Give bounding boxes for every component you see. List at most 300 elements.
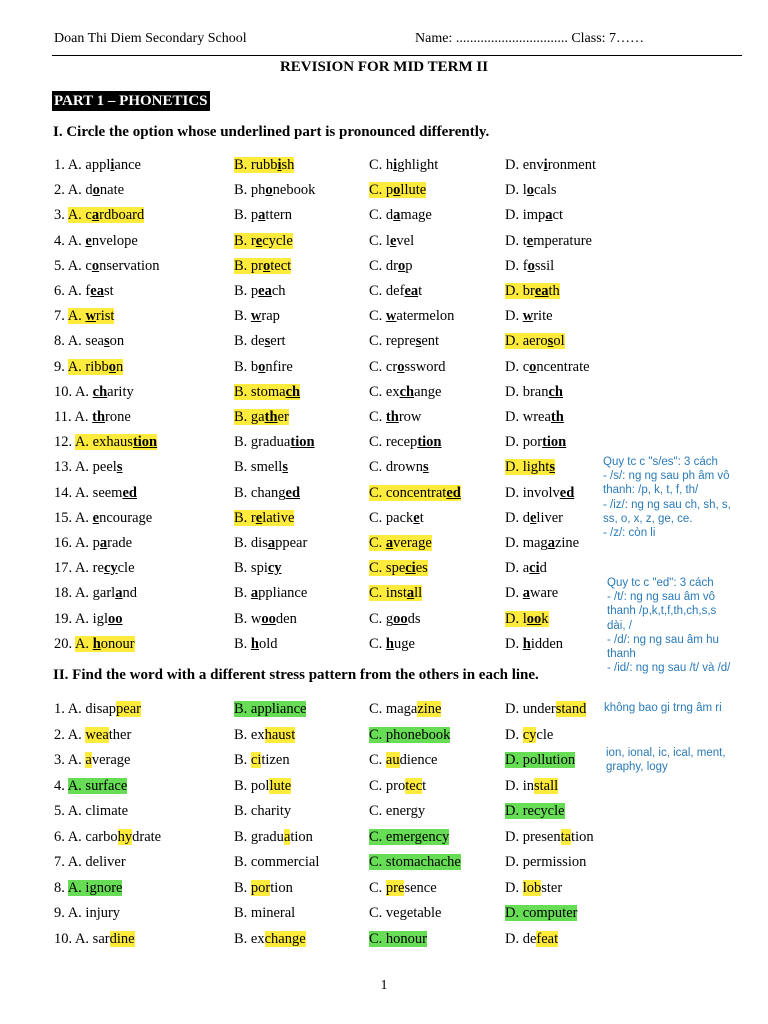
word-part: peel [92, 459, 117, 476]
word-part: verage [91, 752, 131, 768]
option-cell[interactable] [369, 331, 439, 351]
word-part: nfire [265, 358, 293, 375]
stressed-syllable: hy [117, 828, 133, 845]
option-cell[interactable] [54, 776, 127, 796]
option-cell[interactable] [505, 583, 558, 603]
word-part: cals [534, 182, 557, 199]
option-cell[interactable] [54, 929, 135, 949]
underlined-sound: i [393, 157, 398, 173]
underlined-sound: ed [122, 484, 137, 501]
underlined-sound: tion [132, 434, 158, 451]
option-word [234, 535, 307, 551]
option-cell[interactable] [54, 725, 131, 745]
option-cell[interactable] [505, 699, 586, 719]
option-cell[interactable] [505, 155, 596, 175]
stress-row [54, 750, 614, 770]
word-part: rap [261, 308, 280, 325]
option-cell[interactable] [234, 609, 297, 629]
underlined-sound: ch [399, 383, 415, 400]
option-cell[interactable] [54, 609, 122, 629]
word-part: ol [553, 333, 565, 350]
word-part: B. gradu [234, 828, 284, 845]
word-part: nd [122, 585, 137, 602]
word-part: D. por [505, 434, 543, 451]
word-part: rade [107, 535, 133, 551]
underlined-sound: a [545, 207, 553, 224]
option-number: 15. A. [54, 509, 93, 526]
option-word [505, 560, 547, 576]
underlined-sound: s [116, 459, 123, 476]
option-word [505, 611, 549, 627]
word-part: nvelope [91, 232, 138, 249]
option-cell[interactable] [54, 256, 160, 276]
phonetics-row [54, 382, 614, 402]
word-part: B. spi [234, 560, 268, 577]
option-cell[interactable] [369, 281, 422, 301]
option-number: 1. A. [54, 157, 86, 173]
word-part: B. pol [234, 777, 270, 794]
option-cell[interactable] [369, 231, 414, 251]
word-part: verage [393, 535, 432, 551]
option-cell[interactable] [505, 827, 594, 847]
stressed-syllable: haust [264, 726, 296, 743]
option-cell[interactable] [369, 878, 437, 898]
underlined-sound: ea [258, 283, 272, 299]
ed-rule-note: Quy tc c "ed": 3 cách - /t/: ng ng sau âm vô thanh /p,k,t,f,th,ch,s,s dài, / - /d/: ng ng sau âm hu thanh - /id/: ng ng sau /t/ và /d/ [607, 577, 731, 675]
option-cell[interactable] [234, 155, 294, 175]
option-word [369, 560, 428, 576]
stressed-syllable: pear [116, 701, 141, 717]
option-cell[interactable] [234, 256, 291, 276]
option-word [505, 485, 574, 501]
option-cell[interactable] [54, 583, 137, 603]
option-text: 9. A. injury [54, 905, 121, 921]
option-cell[interactable] [234, 827, 313, 847]
option-cell[interactable] [234, 558, 282, 578]
option-cell[interactable] [54, 827, 161, 847]
underlined-sound: o [529, 358, 537, 375]
option-word [369, 359, 446, 375]
option-cell[interactable] [505, 801, 565, 821]
word-part: ange [414, 383, 442, 400]
word-part: ance [114, 157, 141, 173]
stress-row [54, 827, 614, 847]
option-cell[interactable] [54, 357, 123, 377]
underlined-sound: ed [446, 484, 461, 501]
option-cell[interactable] [54, 432, 157, 452]
word-part: sea [85, 333, 104, 350]
option-cell[interactable] [54, 382, 134, 402]
option-cell[interactable] [234, 583, 307, 603]
stress-row [54, 801, 614, 821]
option-cell[interactable] [234, 180, 315, 200]
word-part: liver [536, 509, 563, 526]
option-cell[interactable] [505, 281, 560, 301]
word-part: t [419, 509, 424, 526]
word-part: B. b [234, 358, 259, 375]
word-part: ther [108, 726, 132, 743]
option-cell[interactable] [54, 558, 135, 578]
word-part: C. inst [369, 585, 407, 602]
underlined-sound: o [263, 257, 271, 274]
option-word [93, 510, 153, 526]
option-word [505, 308, 553, 324]
phonetics-row [54, 558, 614, 578]
option-cell[interactable] [234, 776, 291, 796]
word-part: ssil [534, 257, 555, 274]
option-cell[interactable] [505, 231, 592, 251]
option-word [234, 157, 294, 173]
option-cell[interactable] [369, 432, 441, 452]
word-part: dience [399, 752, 438, 768]
option-cell[interactable] [234, 306, 280, 326]
word-part: ent [421, 333, 440, 350]
option-cell[interactable] [369, 852, 461, 872]
word-part: D. l [505, 610, 527, 627]
underlined-sound: th [92, 409, 106, 425]
option-cell[interactable] [234, 801, 291, 821]
word-part: B. r [234, 232, 256, 249]
word-part: B. p [234, 207, 259, 224]
option-word [505, 207, 563, 223]
underlined-sound: w [250, 308, 262, 325]
option-cell[interactable] [234, 508, 294, 528]
word-part: arity [107, 383, 134, 400]
word-part: sh [281, 157, 295, 173]
word-part: B. mineral [234, 905, 296, 921]
option-cell[interactable] [505, 533, 579, 553]
option-text: 3. A. [54, 752, 86, 768]
word-part: D. involv [505, 484, 560, 501]
option-cell[interactable] [234, 699, 306, 719]
stress-row [54, 929, 614, 949]
option-cell[interactable] [369, 533, 432, 553]
option-cell[interactable] [369, 929, 427, 949]
option-cell[interactable] [369, 583, 422, 603]
option-cell[interactable] [505, 205, 563, 225]
stress-row [54, 878, 614, 898]
option-cell[interactable] [54, 231, 138, 251]
option-cell[interactable] [369, 205, 432, 225]
option-cell[interactable] [505, 407, 564, 427]
underlined-sound: ch [285, 383, 301, 400]
option-word [93, 611, 123, 627]
option-number: 3. [54, 207, 68, 224]
phonetics-row [54, 634, 614, 654]
option-number: 10. A. [54, 383, 93, 400]
word-part: C. l [369, 232, 390, 249]
option-word [505, 384, 563, 400]
option-word [369, 283, 422, 299]
word-part: idden [530, 635, 564, 652]
option-cell[interactable] [54, 903, 120, 923]
option-cell[interactable] [505, 256, 554, 276]
option-word [369, 409, 421, 425]
option-cell[interactable] [54, 407, 131, 427]
word-part: B. [234, 635, 251, 652]
underlined-sound: tion [290, 434, 315, 451]
option-cell[interactable] [505, 180, 557, 200]
word-part: old [259, 635, 278, 652]
option-number: 7. [54, 308, 68, 325]
word-part: C. [369, 535, 386, 551]
option-cell[interactable] [369, 306, 454, 326]
option-word [234, 283, 286, 299]
option-word [234, 459, 288, 475]
option-cell[interactable] [234, 533, 307, 553]
option-cell[interactable] [54, 508, 152, 528]
option-cell[interactable] [234, 634, 278, 654]
option-cell[interactable] [369, 750, 437, 770]
option-cell[interactable] [369, 483, 461, 503]
word-part: D. permission [505, 854, 587, 870]
underlined-sound: e [92, 509, 100, 526]
option-cell[interactable] [234, 903, 295, 923]
option-cell[interactable] [505, 306, 553, 326]
underlined-sound: i [277, 157, 282, 173]
word-part: ghlight [397, 157, 439, 173]
option-cell[interactable] [505, 878, 562, 898]
word-part: B. [234, 308, 251, 325]
phonetics-row [54, 256, 614, 276]
word-part: on [109, 333, 125, 350]
underlined-sound: e [413, 509, 420, 526]
option-cell[interactable] [234, 382, 300, 402]
option-word [75, 434, 157, 450]
word-part: B. pr [234, 257, 263, 274]
word-part: C. maga [369, 701, 418, 717]
option-cell[interactable] [54, 205, 144, 225]
option-cell[interactable] [54, 852, 126, 872]
option-cell[interactable] [369, 382, 441, 402]
stressed-syllable: feat [536, 930, 559, 947]
option-cell[interactable] [505, 609, 549, 629]
option-cell[interactable] [54, 801, 128, 821]
underlined-sound: ed [285, 484, 301, 501]
underlined-sound: th [264, 409, 278, 425]
answer-highlight: C. emergency [369, 828, 450, 845]
stressed-syllable: au [385, 752, 400, 768]
option-cell[interactable] [54, 306, 114, 326]
option-cell[interactable] [505, 483, 574, 503]
word-part: D. wrea [505, 409, 551, 425]
option-cell[interactable] [505, 852, 586, 872]
option-cell[interactable] [505, 750, 575, 770]
option-cell[interactable] [505, 929, 558, 949]
option-word [505, 510, 563, 526]
word-part: ll [414, 585, 423, 602]
word-part: C. pack [369, 509, 414, 526]
underlined-sound: i [543, 157, 548, 173]
word-part: C. drown [369, 459, 423, 476]
option-cell[interactable] [54, 281, 114, 301]
school-name: Doan Thi Diem Secondary School [54, 31, 247, 46]
option-word [369, 636, 415, 652]
option-cell[interactable] [369, 508, 424, 528]
option-cell[interactable] [234, 929, 306, 949]
option-word [234, 207, 292, 223]
option-word [234, 434, 315, 450]
option-cell[interactable] [369, 256, 413, 276]
option-cell[interactable] [369, 180, 426, 200]
name-class-line: Name: ................................ Class: 7…… [415, 31, 645, 46]
option-cell[interactable] [369, 457, 429, 477]
option-word [234, 611, 297, 627]
option-cell[interactable] [369, 903, 441, 923]
stressed-syllable: por [250, 879, 271, 896]
option-cell[interactable] [54, 699, 141, 719]
option-cell[interactable] [369, 407, 421, 427]
option-cell[interactable] [234, 432, 315, 452]
option-word [505, 434, 566, 450]
option-cell[interactable] [369, 827, 449, 847]
option-cell[interactable] [234, 457, 288, 477]
option-cell[interactable] [505, 432, 566, 452]
option-cell[interactable] [54, 483, 137, 503]
option-cell[interactable] [234, 878, 293, 898]
option-cell[interactable] [505, 508, 563, 528]
word-part: er [277, 409, 289, 425]
option-word [369, 384, 441, 400]
option-cell[interactable] [54, 155, 141, 175]
option-word [85, 182, 124, 198]
word-part: cle [117, 560, 135, 577]
word-part: C. [369, 308, 386, 325]
word-part: rite [533, 308, 553, 325]
word-part: C. energy [369, 803, 426, 819]
underlined-sound: ch [92, 383, 108, 400]
option-cell[interactable] [369, 155, 438, 175]
word-part: ppear [275, 535, 308, 551]
word-part: D. l [505, 182, 527, 199]
word-part: B. commercial [234, 854, 320, 870]
option-cell[interactable] [234, 281, 286, 301]
underlined-sound: a [385, 535, 394, 551]
option-cell[interactable] [505, 725, 553, 745]
option-word [85, 157, 141, 173]
underlined-sound: s [422, 459, 429, 476]
underlined-sound: s [282, 459, 288, 476]
word-part: ttern [265, 207, 292, 224]
option-word [505, 182, 557, 198]
option-cell[interactable] [505, 331, 565, 351]
stress-row [54, 903, 614, 923]
word-part: C. ex [369, 383, 400, 400]
option-word [234, 258, 291, 274]
word-part: ncourage [99, 509, 153, 526]
phonetics-row [54, 583, 614, 603]
header-divider [52, 55, 742, 56]
word-part: B. chang [234, 484, 286, 501]
word-part: es [415, 560, 428, 577]
word-part: ncentrate [536, 358, 590, 375]
option-cell[interactable] [54, 878, 122, 898]
option-cell[interactable] [369, 609, 421, 629]
option-cell[interactable] [234, 205, 292, 225]
option-word [505, 409, 564, 425]
answer-highlight: D. recycle [505, 803, 565, 819]
option-cell[interactable] [369, 558, 428, 578]
word-part: C. recep [369, 434, 418, 451]
option-word [505, 157, 596, 173]
underlined-sound: th [550, 409, 564, 425]
option-word [369, 485, 461, 501]
option-cell[interactable] [54, 331, 124, 351]
option-number: 4. A. [54, 232, 86, 249]
option-word [369, 459, 429, 475]
phonetics-row [54, 357, 614, 377]
underlined-sound: ci [529, 560, 540, 577]
option-cell[interactable] [369, 634, 415, 654]
underlined-sound: ea [534, 283, 549, 299]
underlined-sound: a [91, 207, 100, 224]
word-part: disap [85, 701, 117, 717]
underlined-sound: a [393, 207, 401, 224]
option-word [505, 636, 563, 652]
word-part: carbo [85, 828, 118, 845]
option-cell[interactable] [369, 699, 441, 719]
option-number: 16. A. [54, 535, 93, 551]
option-cell[interactable] [505, 382, 563, 402]
option-cell[interactable] [54, 533, 132, 553]
option-cell[interactable] [54, 750, 131, 770]
option-word [93, 585, 137, 601]
underlined-sound: o [258, 358, 266, 375]
word-part: C. [369, 635, 386, 652]
word-part: C. repre [369, 333, 416, 350]
option-cell[interactable] [505, 776, 558, 796]
option-cell[interactable] [234, 407, 289, 427]
underlined-sound: ed [559, 484, 575, 501]
option-cell[interactable] [505, 357, 590, 377]
option-cell[interactable] [369, 801, 425, 821]
word-part: D. de [505, 930, 537, 947]
option-cell[interactable] [369, 357, 446, 377]
option-cell[interactable] [505, 558, 547, 578]
underlined-sound: i [110, 157, 115, 173]
option-cell[interactable] [234, 725, 295, 745]
option-cell[interactable] [505, 634, 563, 654]
phonetics-row [54, 281, 614, 301]
stress-row [54, 699, 614, 719]
option-cell[interactable] [369, 776, 426, 796]
option-cell[interactable] [505, 903, 577, 923]
option-word [369, 207, 432, 223]
option-word [369, 434, 441, 450]
underlined-sound: tion [542, 434, 567, 451]
word-part: k [541, 610, 549, 627]
option-cell[interactable] [234, 357, 293, 377]
word-part: B. stoma [234, 383, 286, 400]
option-cell[interactable] [234, 231, 293, 251]
word-part: t [418, 283, 423, 299]
option-cell[interactable] [505, 457, 555, 477]
word-part: C. concentrat [369, 484, 447, 501]
word-part: D. c [505, 358, 530, 375]
underlined-sound: a [522, 585, 530, 602]
option-cell[interactable] [54, 180, 124, 200]
option-cell[interactable] [54, 457, 122, 477]
stress-row [54, 776, 614, 796]
option-cell[interactable] [234, 852, 319, 872]
option-cell[interactable] [54, 634, 135, 654]
word-part: C. h [369, 157, 394, 173]
option-cell[interactable] [234, 483, 300, 503]
option-cell[interactable] [234, 331, 286, 351]
option-word [369, 510, 424, 526]
option-cell[interactable] [369, 725, 450, 745]
option-cell[interactable] [234, 750, 290, 770]
